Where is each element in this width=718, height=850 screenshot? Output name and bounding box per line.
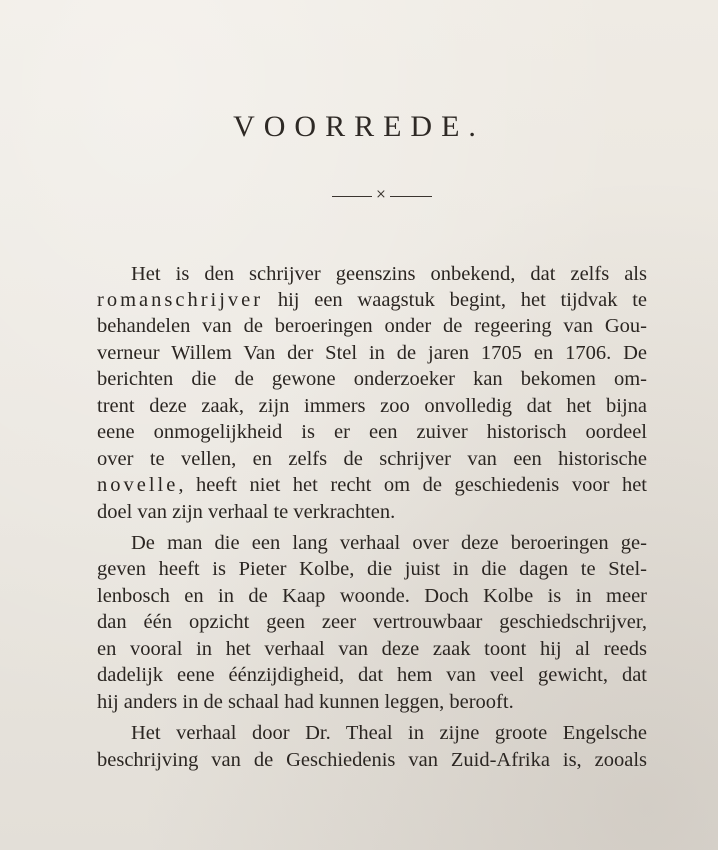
- spaced-emphasis: novelle: [97, 474, 179, 496]
- text-line: en vooral in het verhaal van deze zaak toont hij al reeds: [97, 638, 647, 660]
- text-line: eene onmogelijkheid is er een zuiver historisch oordeel: [97, 421, 647, 443]
- text-run: hij een waagstuk begint, het tijdvak te: [263, 289, 647, 311]
- text-line: berichten die de gewone onderzoeker kan bekomen om-: [97, 368, 647, 390]
- text-run: , heeft niet het recht om de geschiedenis voor het: [178, 474, 647, 496]
- text-line: dadelijk eene éénzijdigheid, dat hem van veel gewicht, dat: [97, 664, 647, 686]
- text-line: geven heeft is Pieter Kolbe, die juist in die dagen te Stel-: [97, 558, 647, 580]
- ornament-rule-right: [390, 196, 432, 197]
- text-line: dan één opzicht geen zeer vertrouwbaar geschiedschrijver,: [97, 611, 647, 633]
- text-line: beschrijving van de Geschiedenis van Zuid-Afrika is, zooals: [97, 749, 647, 771]
- text-line: trent deze zaak, zijn immers zoo onvolledig dat het bijna: [97, 395, 647, 417]
- ornament-knot-icon: ×: [375, 187, 387, 202]
- text-line: over te vellen, en zelfs de schrijver van een historische: [97, 448, 647, 470]
- page-title: VOORREDE.: [233, 110, 485, 143]
- text-line: doel van zijn verhaal te verkrachten.: [97, 501, 396, 523]
- text-line: hij anders in de schaal had kunnen leggen, berooft.: [97, 691, 514, 713]
- text-line: Het is den schrijver geenszins onbekend, dat zelfs als: [131, 263, 647, 285]
- ornament-rule-left: [332, 196, 372, 197]
- text-line: [97, 472, 647, 498]
- text-line: [97, 287, 647, 313]
- text-line: Het verhaal door Dr. Theal in zijne groote Engelsche: [131, 722, 647, 744]
- title-ornament: [332, 186, 432, 206]
- text-line: lenbosch en in de Kaap woonde. Doch Kolbe is in meer: [97, 585, 647, 607]
- text-line: verneur Willem Van der Stel in de jaren 1705 en 1706. De: [97, 342, 647, 364]
- spaced-emphasis: romanschrijver: [97, 289, 264, 311]
- text-line: De man die een lang verhaal over deze beroeringen ge-: [131, 532, 647, 554]
- text-line: behandelen van de beroeringen onder de regeering van Gou-: [97, 315, 647, 337]
